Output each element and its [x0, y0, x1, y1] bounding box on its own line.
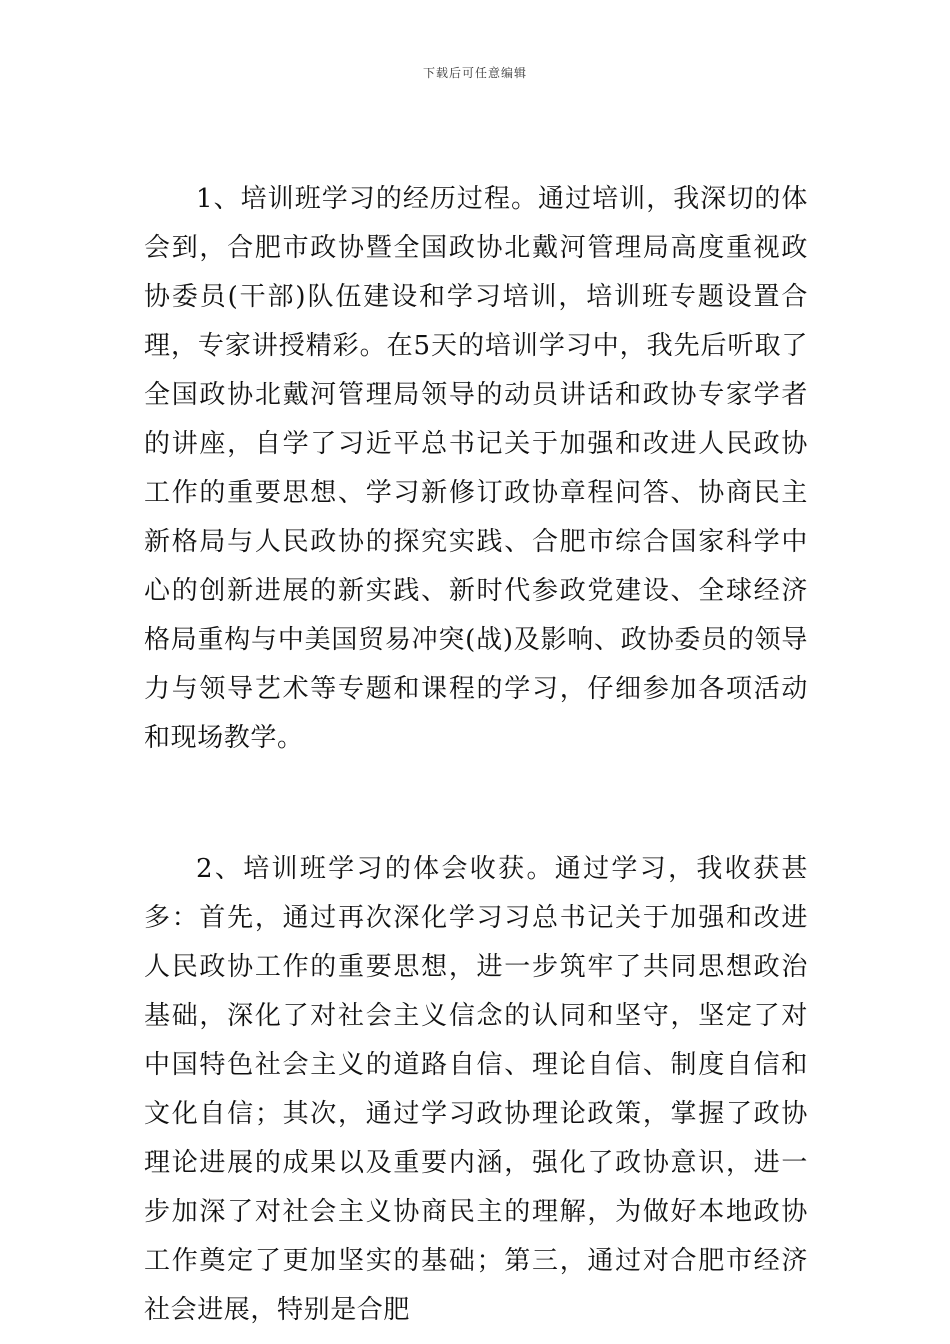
page-header-note: 下载后可任意编辑 — [422, 66, 527, 80]
paragraph-2: 2、培训班学习的体会收获。通过学习，我收获甚多：首先，通过再次深化学习习总书记关于加强和改进人民政协工作的重要思想，进一步筑牢了共同思想政治基础，深化了对社会主义信念的认同和坚守，坚定了对中国特色社会主义的道路自信、理论自信、制度自信和文化自信；其次，通过学习政协理论政策，掌握了政协理论进展的成果以及重要内涵，强化了政协意识，进一步加深了对社会主义协商民主的理解，为做好本地政协工作奠定了更加坚实的基础；第三，通过对合肥市经济社会进展，特别是合肥 — [144, 854, 808, 1325]
paragraph-1: 1、培训班学习的经历过程。通过培训，我深切的体会到，合肥市政协暨全国政协北戴河管理局高度重视政协委员(干部)队伍建设和学习培训，培训班专题设置合理，专家讲授精彩。在5天的培训学习中，我先后听取了全国政协北戴河管理局领导的动员讲话和政协专家学者的讲座，自学了习近平总书记关于加强和改进人民政协工作的重要思想、学习新修订政协章程问答、协商民主新格局与人民政协的探究实践、合肥市综合国家科学中心的创新进展的新实践、新时代参政党建设、全球经济格局重构与中美国贸易冲突(战)及影响、政协委员的领导力与领导艺术等专题和课程的学习，仔细参加各项活动和现场教学。 — [144, 184, 808, 753]
document-body — [144, 175, 808, 1335]
